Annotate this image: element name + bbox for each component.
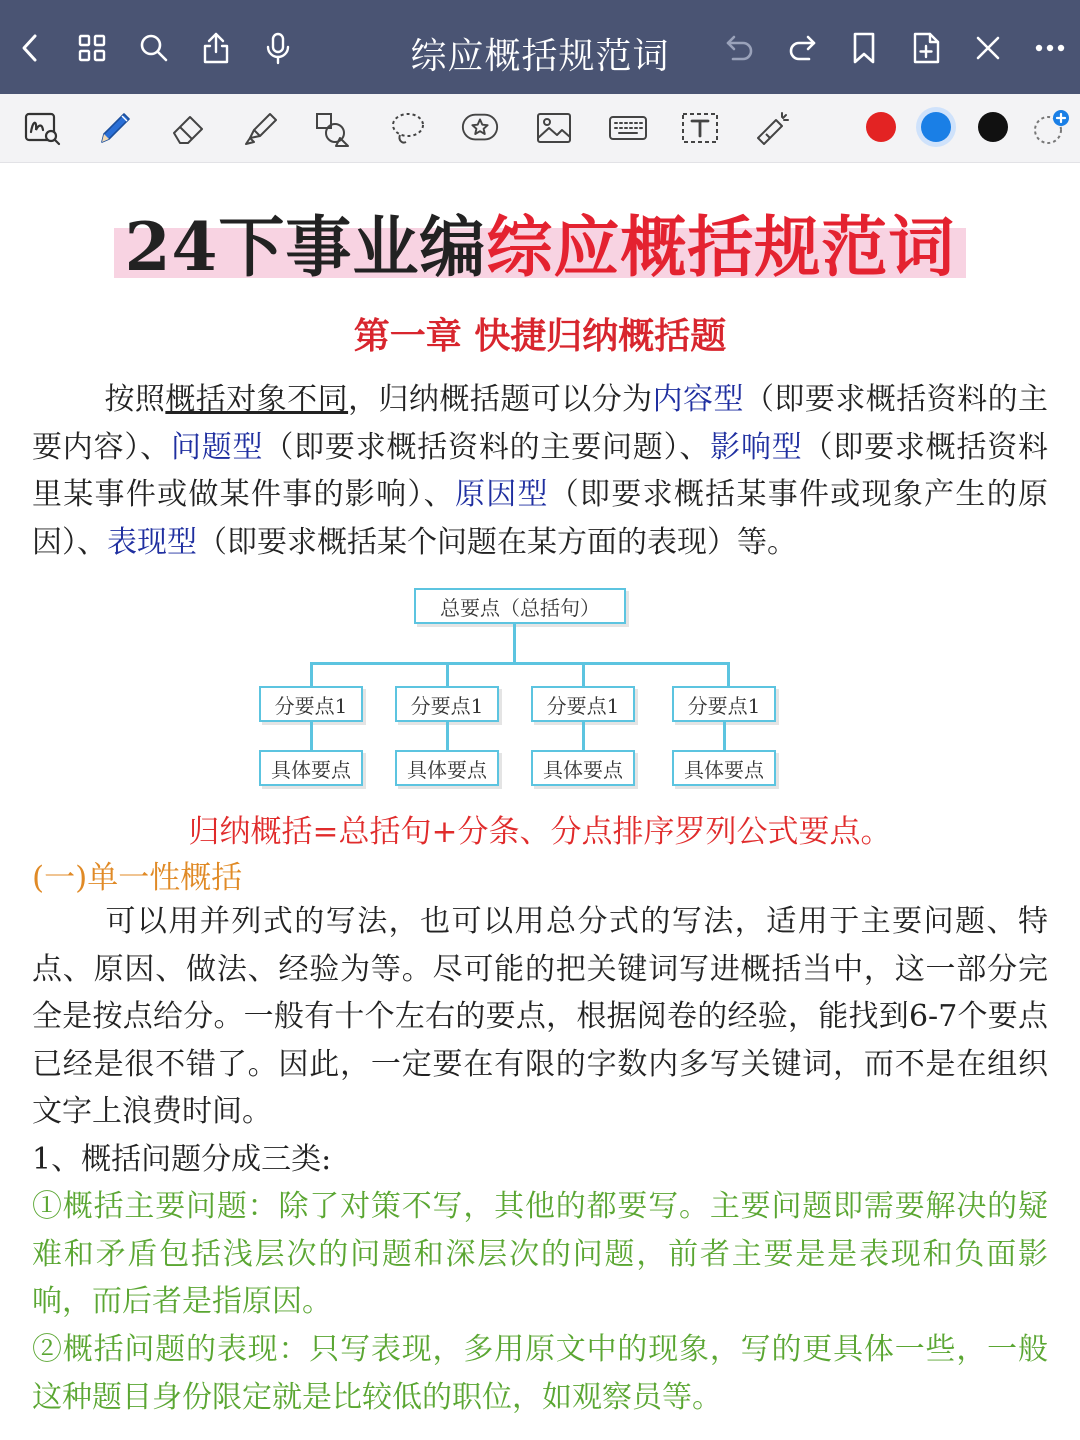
color-swatch-black[interactable]: [978, 112, 1008, 142]
list-item-1: ①概括主要问题：除了对策不写，其他的都要写。主要问题即需要解决的疑难和矛盾包括浅层次的问题和深层次的问题，前者主要是是表现和负面影响，而后者是指原因。: [32, 1189, 1048, 1319]
formula-line: 归纳概括=总括句+分条、分点排序罗列公式要点。: [188, 814, 892, 850]
redo-icon[interactable]: [784, 30, 820, 66]
diagram-detail-box: 具体要点: [395, 750, 499, 786]
type-impact: 影响型: [710, 429, 803, 465]
share-icon[interactable]: [198, 30, 234, 66]
textbox-icon[interactable]: [680, 108, 720, 148]
section-paragraph: 可以用并列式的写法，也可以用总分式的写法，适用于主要问题、特点、原因、做法、经验为等。尽可能的把关键词写进概括当中，这一部分完全是按点给分。一般有十个左右的要点，根据阅卷的经验，能找到6-7个要点已经是很不错了。因此，一定要在有限的字数内多写关键词，而不是在组织文字上浪费时间。: [32, 904, 1048, 1129]
diagram-connector: [723, 722, 726, 750]
pen-icon[interactable]: [94, 108, 134, 148]
diagram-connector: [446, 662, 449, 688]
color-swatch-red[interactable]: [866, 112, 896, 142]
diagram-detail-box: 具体要点: [259, 750, 363, 786]
close-x-icon[interactable]: [970, 30, 1006, 66]
section-heading: (一)单一性概括: [32, 860, 243, 896]
window-title: 综应概括规范词: [410, 36, 670, 77]
title-black-part: 24下事业编: [124, 208, 487, 286]
sticker-icon[interactable]: [460, 108, 500, 148]
diagram-connector: [310, 722, 313, 750]
list-heading: 1、概括问题分成三类:: [32, 1142, 332, 1177]
add-page-icon[interactable]: [908, 30, 944, 66]
drawing-toolbar: [0, 94, 1080, 163]
eraser-icon[interactable]: [168, 108, 208, 148]
underlined-phrase: 概括对象不同: [165, 382, 349, 417]
diagram-connector: [310, 662, 313, 688]
grid-icon[interactable]: [74, 30, 110, 66]
diagram-detail-box: 具体要点: [672, 750, 776, 786]
search-icon[interactable]: [136, 30, 172, 66]
type-problem: 问题型: [170, 429, 264, 465]
diagram-connector: [582, 722, 585, 750]
back-chevron-icon[interactable]: [12, 30, 48, 66]
handwriting-recognize-icon[interactable]: [22, 108, 62, 148]
diagram-branch-box: 分要点1: [259, 686, 363, 722]
page-title: [0, 194, 1080, 289]
diagram-connector: [310, 662, 730, 665]
type-content: 内容型: [652, 382, 744, 417]
title-red-part: 综应概括规范词: [486, 208, 956, 286]
diagram-connector: [727, 662, 730, 688]
diagram-connector: [513, 624, 516, 664]
diagram-detail-box: 具体要点: [531, 750, 635, 786]
keyboard-icon[interactable]: [608, 108, 648, 148]
diagram-branch-box: 分要点1: [531, 686, 635, 722]
laser-pointer-icon[interactable]: [752, 108, 792, 148]
lasso-icon[interactable]: [388, 108, 428, 148]
diagram-branch-box: 分要点1: [395, 686, 499, 722]
add-color-icon[interactable]: [1030, 108, 1072, 148]
diagram-connector: [582, 662, 585, 688]
chapter-heading: 第一章 快捷归纳概括题: [353, 315, 727, 357]
bookmark-icon[interactable]: [846, 30, 882, 66]
top-bar: [0, 0, 1080, 94]
type-manifestation: 表现型: [107, 524, 197, 560]
color-swatch-blue-selected[interactable]: [921, 112, 951, 142]
shapes-icon[interactable]: [312, 108, 352, 148]
more-icon[interactable]: [1032, 30, 1068, 66]
diagram-top-box: 总要点（总括句）: [414, 588, 626, 624]
type-cause: 原因型: [454, 477, 549, 512]
image-icon[interactable]: [534, 108, 574, 148]
highlighter-icon[interactable]: [240, 108, 280, 148]
undo-icon[interactable]: [722, 30, 758, 66]
diagram-connector: [446, 722, 449, 750]
diagram-branch-box: 分要点1: [672, 686, 776, 722]
list-item-2: ②概括问题的表现：只写表现，多用原文中的现象，写的更具体一些，一般这种题目身份限定就是比较低的职位，如观察员等。: [32, 1332, 1048, 1415]
intro-paragraph: 按照概括对象不同，归纳概括题可以分为内容型（即要求概括资料的主要内容）、问题型（即要求概括资料的主要问题）、影响型（即要求概括资料里某事件或做某件事的影响）、原因型（即要求概括某事件或现象产生的原因）、表现型（即要求概括某个问题在某方面的表现）等。: [32, 382, 1049, 560]
microphone-icon[interactable]: [260, 30, 296, 66]
